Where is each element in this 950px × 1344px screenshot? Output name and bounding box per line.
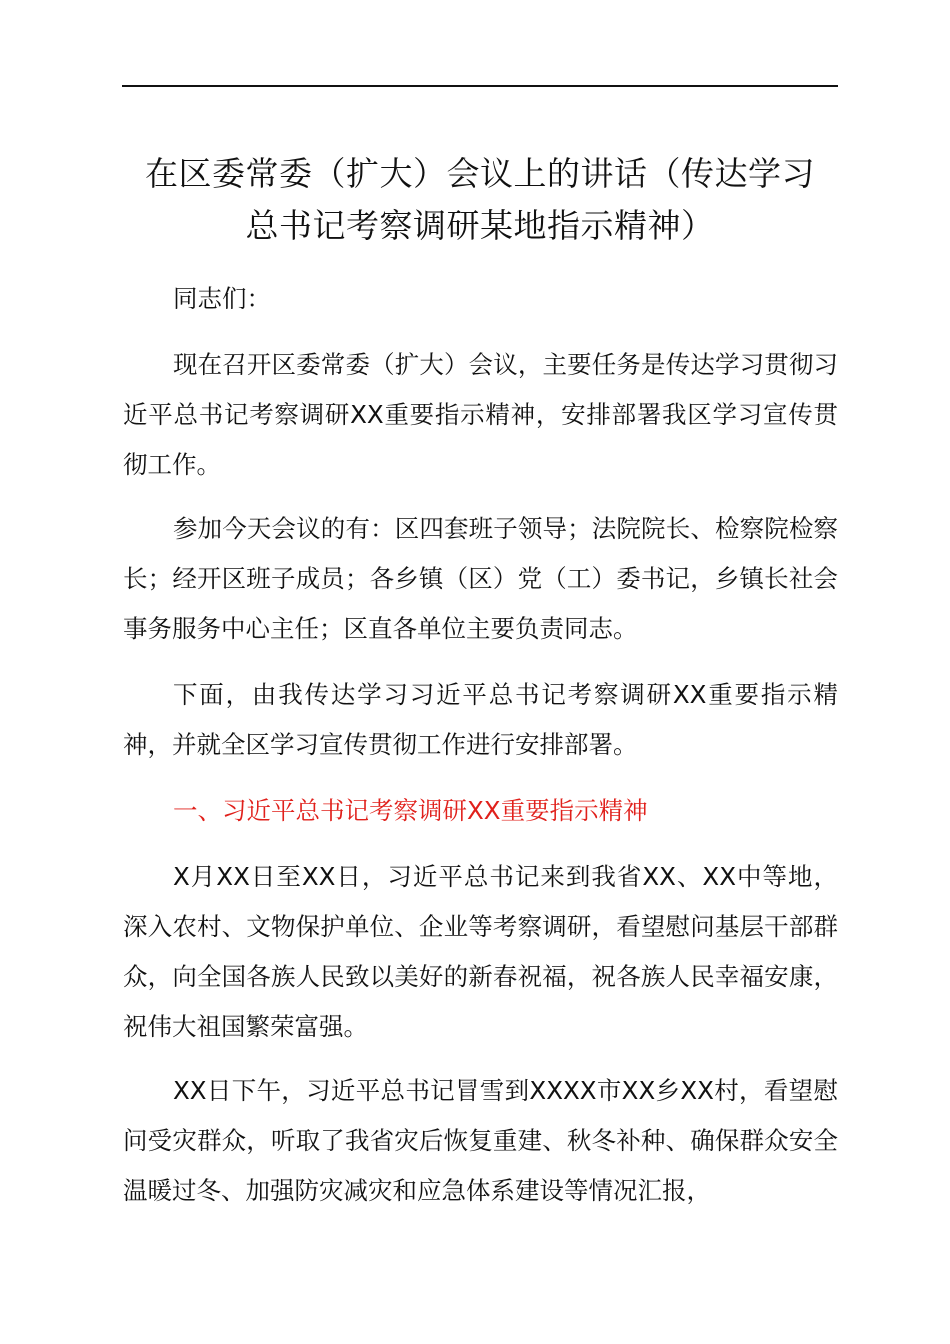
paragraph-attendees: 参加今天会议的有：区四套班子领导；法院院长、检察院检察长；经开区班子成员；各乡镇（区）党（工）委书记，乡镇长社会事务服务中心主任；区直各单位主要负责同志。 xyxy=(123,514,838,643)
document-title xyxy=(110,148,850,252)
paragraph-purpose: 现在召开区委常委（扩大）会议，主要任务是传达学习贯彻习近平总书记考察调研XX重要指示精神，安排部署我区学习宣传贯彻工作。 xyxy=(123,350,838,479)
salutation: 同志们： xyxy=(173,284,271,313)
paragraph-disaster-visit: XX日下午，习近平总书记冒雪到XXXX市XX乡XX村，看望慰问受灾群众，听取了我省灾后恢复重建、秋冬补种、确保群众安全温暖过冬、加强防灾减灾和应急体系建设等情况汇报， xyxy=(123,1076,838,1205)
paragraph-agenda: 下面，由我传达学习习近平总书记考察调研XX重要指示精神，并就全区学习宣传贯彻工作进行安排部署。 xyxy=(123,680,838,759)
title-line-1: 在区委常委（扩大）会议上的讲话（传达学习 xyxy=(145,154,815,193)
paragraph-visit: X月XX日至XX日，习近平总书记来到我省XX、XX中等地，深入农村、文物保护单位、企业等考察调研，看望慰问基层干部群众，向全国各族人民致以美好的新春祝福，祝各族人民幸福安康，祝伟大祖国繁荣富强。 xyxy=(123,862,838,1041)
section-heading: 一、习近平总书记考察调研XX重要指示精神 xyxy=(173,796,648,825)
header-rule xyxy=(122,85,838,87)
title-line-2: 总书记考察调研某地指示精神） xyxy=(245,206,715,245)
